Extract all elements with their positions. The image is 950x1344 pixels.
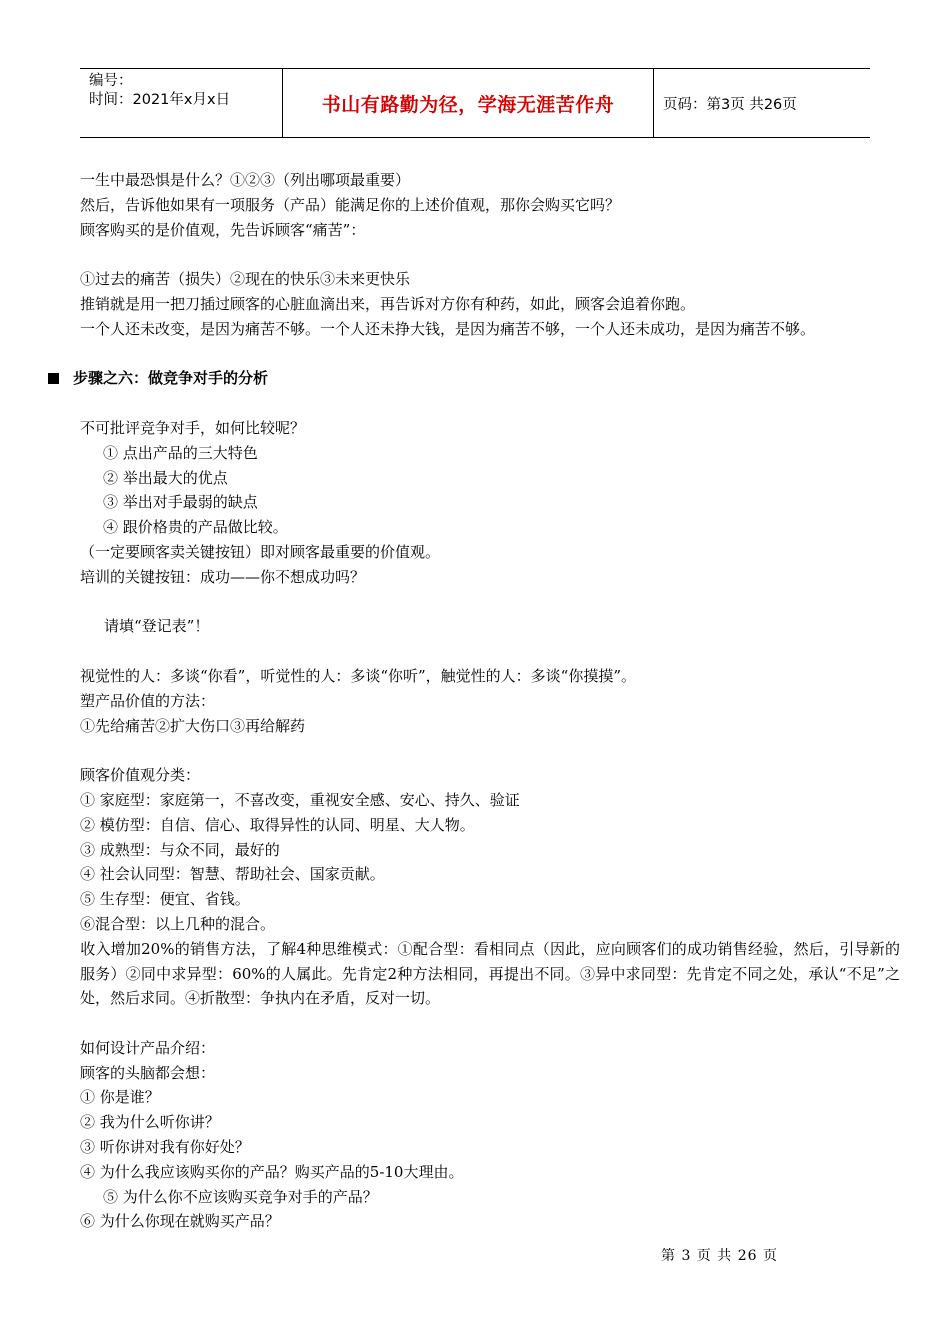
list-item: ② 举出最大的优点 xyxy=(103,468,228,487)
header-page-cell xyxy=(654,69,870,137)
page-info: 页码：第3页 共26页 xyxy=(663,96,797,113)
paragraph-line: 如何设计产品介绍： xyxy=(80,1038,216,1057)
list-item: ③ 成熟型：与众不同，最好的 xyxy=(80,840,280,859)
income-paragraph-text: 收入增加20%的销售方法，了解4种思维模式：①配合型：看相同点（因此，应向顾客们的成功销售经验，然后，引导新的服务）②同中求异型：60%的人属此。先肯定2种方法相同，再提出不同。③异中求同型：先肯定不同之处，承认“不足”之处，然后求同。④折散型：争执内在矛盾，反对一切。 xyxy=(80,939,900,1008)
section-heading xyxy=(48,366,868,391)
document-body xyxy=(73,168,900,1234)
bullet-square-icon xyxy=(48,373,59,384)
list-item: ⑥混合型：以上几种的混合。 xyxy=(80,914,276,933)
list-item: ① 点出产品的三大特色 xyxy=(103,443,258,462)
paragraph-line: （一定要顾客卖关键按钮）即对顾客最重要的价值观。 xyxy=(80,542,441,561)
income-paragraph xyxy=(80,937,900,1011)
paragraph-line: 顾客价值观分类： xyxy=(80,766,201,785)
list-item: ④ 跟价格贵的产品做比较。 xyxy=(103,518,288,537)
paragraph-line: 然后，告诉他如果有一项服务（产品）能满足你的上述价值观，那你会购买它吗？ xyxy=(80,195,621,214)
paragraph-line: 视觉性的人：多谈“你看”，听觉性的人：多谈“你听”，触觉性的人：多谈“你摸摸”。 xyxy=(80,666,637,685)
list-item: ① 家庭型：家庭第一，不喜改变，重视安全感、安心、持久、验证 xyxy=(80,790,520,809)
header-meta-cell xyxy=(80,69,282,137)
motto-text: 书山有路勤为径，学海无涯苦作舟 xyxy=(321,93,615,116)
list-item: ③ 听你讲对我有你好处？ xyxy=(80,1138,250,1157)
list-item: ⑤ 生存型：便宜、省钱。 xyxy=(80,890,250,909)
paragraph-line: 不可批评竞争对手，如何比较呢？ xyxy=(80,418,306,437)
section-heading-text: 步骤之六：做竞争对手的分析 xyxy=(73,369,269,388)
header-motto-cell xyxy=(282,69,654,137)
list-item: ⑤ 为什么你不应该购买竞争对手的产品？ xyxy=(103,1187,378,1206)
list-item: ③ 举出对手最弱的缺点 xyxy=(103,493,258,512)
document-header xyxy=(80,68,870,138)
list-item: ⑥ 为什么你现在就购买产品？ xyxy=(80,1212,280,1231)
number-label: 编号： xyxy=(89,73,133,89)
paragraph-line: 一个人还未改变，是因为痛苦不够。一个人还未挣大钱，是因为痛苦不够，一个人还未成功，是因为痛苦不够。 xyxy=(80,319,816,338)
paragraph-line: ①先给痛苦②扩大伤口③再给解药 xyxy=(80,716,306,735)
paragraph-line: 顾客购买的是价值观，先告诉顾客“痛苦”： xyxy=(80,220,366,239)
date-label: 时间：2021年x月x日 xyxy=(89,92,231,108)
paragraph-line: 塑产品价值的方法： xyxy=(80,691,216,710)
list-item: ① 你是谁？ xyxy=(80,1088,160,1107)
list-item: ② 模仿型：自信、信心、取得异性的认同、明星、大人物。 xyxy=(80,815,475,834)
list-item: ④ 社会认同型：智慧、帮助社会、国家贡献。 xyxy=(80,865,385,884)
paragraph-line: 培训的关键按钮：成功——你不想成功吗？ xyxy=(80,567,366,586)
page-footer: 第 3 页 共 26 页 xyxy=(661,1248,778,1264)
paragraph-line: 顾客的头脑都会想： xyxy=(80,1063,216,1082)
list-item: ② 我为什么听你讲？ xyxy=(80,1113,220,1132)
list-item: ④ 为什么我应该购买你的产品？购买产品的5-10大理由。 xyxy=(80,1162,464,1181)
paragraph-line: 推销就是用一把刀插过顾客的心脏血滴出来，再告诉对方你有种药，如此，顾客会追着你跑。 xyxy=(80,294,696,313)
paragraph-line: ①过去的痛苦（损失）②现在的快乐③未来更快乐 xyxy=(80,270,411,289)
paragraph-line: 一生中最恐惧是什么？①②③（列出哪项最重要） xyxy=(80,171,411,189)
paragraph-line: 请填“登记表”！ xyxy=(104,617,210,636)
